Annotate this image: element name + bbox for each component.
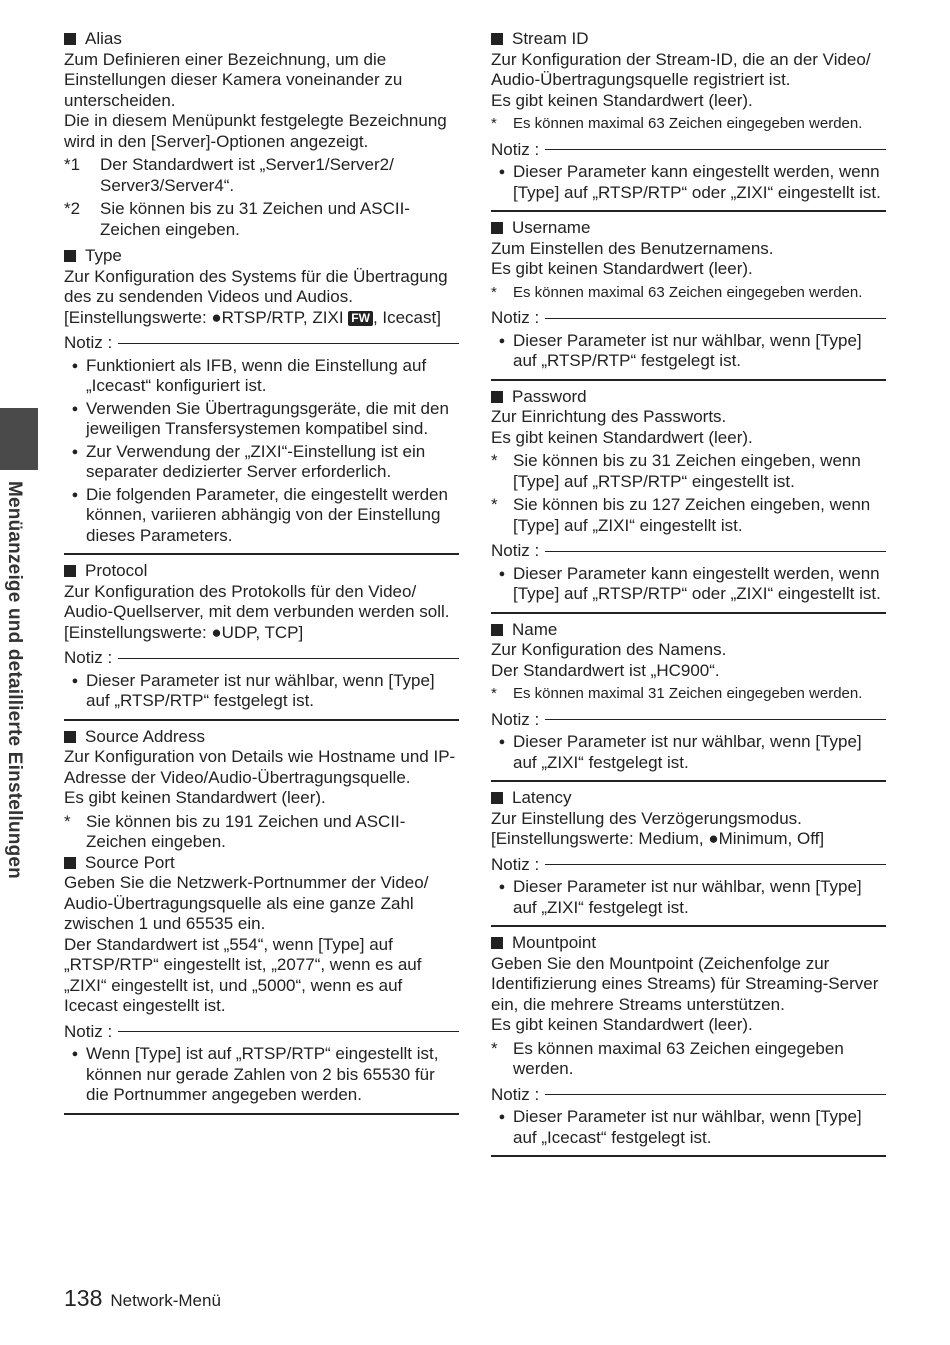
- footnote: * Es können maximal 31 Zeichen eingegeben werden.: [491, 685, 863, 702]
- section-heading: [64, 246, 459, 267]
- notiz-header: Notiz :: [64, 648, 459, 669]
- bullet-icon: ●: [498, 881, 506, 893]
- note-item: ● Dieser Parameter ist nur wählbar, wenn [Type] auf „RTSP/RTP“ festgelegt ist.: [64, 671, 459, 712]
- section-title: Type: [85, 246, 122, 265]
- section-heading: [491, 933, 886, 954]
- footnote: * Es können maximal 63 Zeichen eingegeben werden.: [491, 283, 863, 301]
- note-item: ● Dieser Parameter ist nur wählbar, wenn [Type] auf „ZIXI“ festgelegt ist.: [491, 877, 886, 918]
- square-bullet-icon: [64, 565, 76, 577]
- footnote: *2 Sie können bis zu 31 Zeichen und ASCII-Zeichen eingeben.: [64, 199, 410, 239]
- section-title: Alias: [85, 29, 122, 48]
- section-protocol: [64, 561, 459, 721]
- section-title: Source Port: [85, 852, 175, 872]
- section-title: Protocol: [85, 561, 148, 580]
- section-body: Der Standardwert ist „554“, wenn [Type] auf „RTSP/RTP“ eingestellt ist, „2077“, wenn es auf „ZIXI“ eingestellt ist, und „5000“, wenn es auf Icecast eingestellt ist.: [64, 934, 422, 1015]
- section-alias: [64, 29, 459, 240]
- section-heading: [64, 727, 459, 748]
- notiz-rule: [118, 1031, 459, 1032]
- notiz-rule: [545, 149, 886, 150]
- section-heading: [491, 387, 886, 408]
- section-stream-id: [491, 29, 886, 212]
- note-item: ● Dieser Parameter kann eingestellt werden, wenn [Type] auf „RTSP/RTP“ oder „ZIXI“ eingestellt ist.: [491, 162, 886, 203]
- section-body: Geben Sie die Netzwerk-Portnummer der Video/ Audio-Übertragungsquelle als eine ganze Zahl zwischen 1 und 65535 ein.: [64, 873, 429, 933]
- square-bullet-icon: [491, 624, 503, 636]
- footnote: * Es können maximal 63 Zeichen eingegeben werden.: [491, 115, 863, 132]
- notiz-rule: [118, 343, 459, 344]
- footnote: * Es können maximal 63 Zeichen eingegeben werden.: [491, 1038, 844, 1078]
- note-item: ● Die folgenden Parameter, die eingestellt werden können, variieren abhängig von der Einstellung dieses Parameters.: [64, 485, 459, 547]
- section-username: [491, 218, 886, 381]
- section-body: Es gibt keinen Standardwert (leer).: [64, 788, 326, 807]
- section-heading: [491, 620, 886, 641]
- note-item: ● Funktioniert als IFB, wenn die Einstellung auf „Icecast“ konfiguriert ist.: [64, 356, 459, 397]
- settings-values: [Einstellungswerte: ●RTSP/RTP, ZIXI FW , Icecast]: [64, 307, 441, 327]
- note-item: ● Dieser Parameter ist nur wählbar, wenn [Type] auf „Icecast“ festgelegt ist.: [491, 1107, 886, 1148]
- bullet-icon: ●: [71, 674, 79, 687]
- section-body: Geben Sie den Mountpoint (Zeichenfolge zur Identifizierung eines Streams) für Streaming-Server ein, die mehrere Streams unterstützen.: [491, 953, 879, 1014]
- section-password: [491, 387, 886, 614]
- section-body: Es gibt keinen Standardwert (leer).: [491, 1015, 753, 1034]
- section-title: Password: [512, 386, 587, 406]
- section-heading: [64, 853, 459, 874]
- notiz-header: Notiz :: [64, 1022, 459, 1043]
- notiz-rule: [545, 551, 886, 552]
- note-item: ● Wenn [Type] ist auf „RTSP/RTP“ eingestellt ist, können nur gerade Zahlen von 2 bis 65530 für die Portnummer angegeben werden.: [64, 1044, 459, 1106]
- section-body: Es gibt keinen Standardwert (leer).: [491, 259, 753, 278]
- bullet-icon: ●: [71, 1048, 79, 1060]
- section-source-port: [64, 853, 459, 1115]
- notiz-header: Notiz :: [64, 333, 459, 354]
- section-heading: [491, 29, 886, 50]
- notiz-header: Notiz :: [491, 308, 886, 329]
- notiz-rule: [545, 1094, 886, 1095]
- section-body: Zur Konfiguration von Details wie Hostname und IP-Adresse der Video/Audio-Übertragungsquelle.: [64, 747, 456, 787]
- note-item: ● Dieser Parameter ist nur wählbar, wenn [Type] auf „RTSP/RTP“ festgelegt ist.: [491, 331, 886, 372]
- section-body: Es gibt keinen Standardwert (leer).: [491, 90, 753, 110]
- square-bullet-icon: [491, 222, 503, 234]
- section-title: Name: [512, 619, 558, 639]
- section-mountpoint: [491, 933, 886, 1157]
- left-column: [64, 29, 459, 1121]
- bullet-icon: ●: [498, 1111, 506, 1123]
- notiz-rule: [545, 864, 886, 865]
- section-heading: [491, 218, 886, 239]
- square-bullet-icon: [64, 250, 76, 262]
- notiz-header: Notiz :: [491, 855, 886, 876]
- page-title: Network-Menü: [110, 1291, 221, 1310]
- notiz-header: Notiz :: [491, 140, 886, 161]
- square-bullet-icon: [64, 857, 76, 869]
- bullet-icon: ●: [498, 334, 506, 347]
- section-body: Die in diesem Menüpunkt festgelegte Bezeichnung wird in den [Server]-Optionen angezeigt.: [64, 111, 447, 151]
- bullet-icon: ●: [498, 166, 506, 178]
- section-title: Mountpoint: [512, 933, 597, 952]
- fw-badge-icon: FW: [348, 311, 373, 326]
- square-bullet-icon: [64, 33, 76, 45]
- section-body: Zur Einstellung des Verzögerungsmodus.: [491, 808, 802, 828]
- bullet-icon: ●: [498, 736, 506, 748]
- notiz-rule: [545, 318, 886, 319]
- section-title: Source Address: [85, 726, 206, 746]
- footnote: * Sie können bis zu 191 Zeichen und ASCII-Zeichen eingeben.: [64, 811, 406, 851]
- section-body: Es gibt keinen Standardwert (leer).: [491, 427, 753, 447]
- section-heading: [491, 788, 886, 809]
- square-bullet-icon: [491, 937, 503, 949]
- page-number: 138: [64, 1285, 103, 1311]
- section-latency: [491, 788, 886, 927]
- section-body: Zum Einstellen des Benutzernamens.: [491, 238, 774, 258]
- notiz-rule: [118, 658, 459, 659]
- section-name: [491, 620, 886, 783]
- side-section-label: Menüanzeige und detaillierte Einstellungen: [4, 481, 25, 879]
- section-body: Zur Konfiguration des Protokolls für den Video/ Audio-Quellserver, mit dem verbunden werden soll.: [64, 581, 450, 621]
- note-item: ● Dieser Parameter kann eingestellt werden, wenn [Type] auf „RTSP/RTP“ oder „ZIXI“ eingestellt ist.: [491, 564, 886, 605]
- bullet-icon: ●: [71, 445, 79, 458]
- bullet-icon: ●: [71, 359, 79, 372]
- footnote: * Sie können bis zu 31 Zeichen eingeben, wenn [Type] auf „RTSP/RTP“ eingestellt ist.: [491, 451, 861, 491]
- section-tab-marker: [0, 408, 38, 470]
- section-body: Zur Konfiguration des Systems für die Übertragung des zu sendenden Videos und Audios.: [64, 266, 448, 306]
- square-bullet-icon: [491, 391, 503, 403]
- section-source-address: [64, 727, 459, 853]
- bullet-icon: ●: [71, 488, 79, 501]
- section-body: Der Standardwert ist „HC900“.: [491, 660, 720, 680]
- note-item: ● Dieser Parameter ist nur wählbar, wenn [Type] auf „ZIXI“ festgelegt ist.: [491, 732, 886, 773]
- section-title: Username: [512, 218, 591, 237]
- section-heading: [64, 561, 459, 582]
- bullet-icon: ●: [71, 402, 79, 415]
- notiz-header: Notiz :: [491, 710, 886, 731]
- footnote: *1 Der Standardwert ist „Server1/Server2/ Server3/Server4“.: [64, 155, 394, 195]
- section-type: [64, 246, 459, 555]
- section-body: Zur Konfiguration der Stream-ID, die an der Video/ Audio-Übertragungsquelle registriert ist.: [491, 49, 871, 89]
- section-body: Zum Definieren einer Bezeichnung, um die Einstellungen dieser Kamera voneinander zu unterscheiden.: [64, 49, 403, 110]
- section-heading: [64, 29, 459, 50]
- note-item: ● Zur Verwendung der „ZIXI“-Einstellung ist ein separater dedizierter Server erforderlich.: [64, 442, 459, 483]
- notiz-rule: [545, 719, 886, 720]
- settings-values: [Einstellungswerte: Medium, ●Minimum, Off]: [491, 829, 825, 848]
- footnote: * Sie können bis zu 127 Zeichen eingeben, wenn [Type] auf „ZIXI“ eingestellt ist.: [491, 495, 871, 535]
- square-bullet-icon: [64, 731, 76, 743]
- note-item: ● Verwenden Sie Übertragungsgeräte, die mit den jeweiligen Transfersystemen kompatibel sind.: [64, 399, 459, 440]
- settings-values: [Einstellungswerte: ●UDP, TCP]: [64, 622, 304, 642]
- square-bullet-icon: [491, 792, 503, 804]
- square-bullet-icon: [491, 33, 503, 45]
- notiz-header: Notiz :: [491, 1085, 886, 1106]
- section-title: Stream ID: [512, 29, 589, 48]
- page-footer: [64, 1285, 221, 1312]
- bullet-icon: ●: [498, 567, 506, 580]
- notiz-header: Notiz :: [491, 541, 886, 562]
- section-body: Zur Einrichtung des Passworts.: [491, 407, 727, 426]
- section-body: Zur Konfiguration des Namens.: [491, 640, 727, 659]
- section-title: Latency: [512, 788, 572, 807]
- right-column: [491, 29, 886, 1163]
